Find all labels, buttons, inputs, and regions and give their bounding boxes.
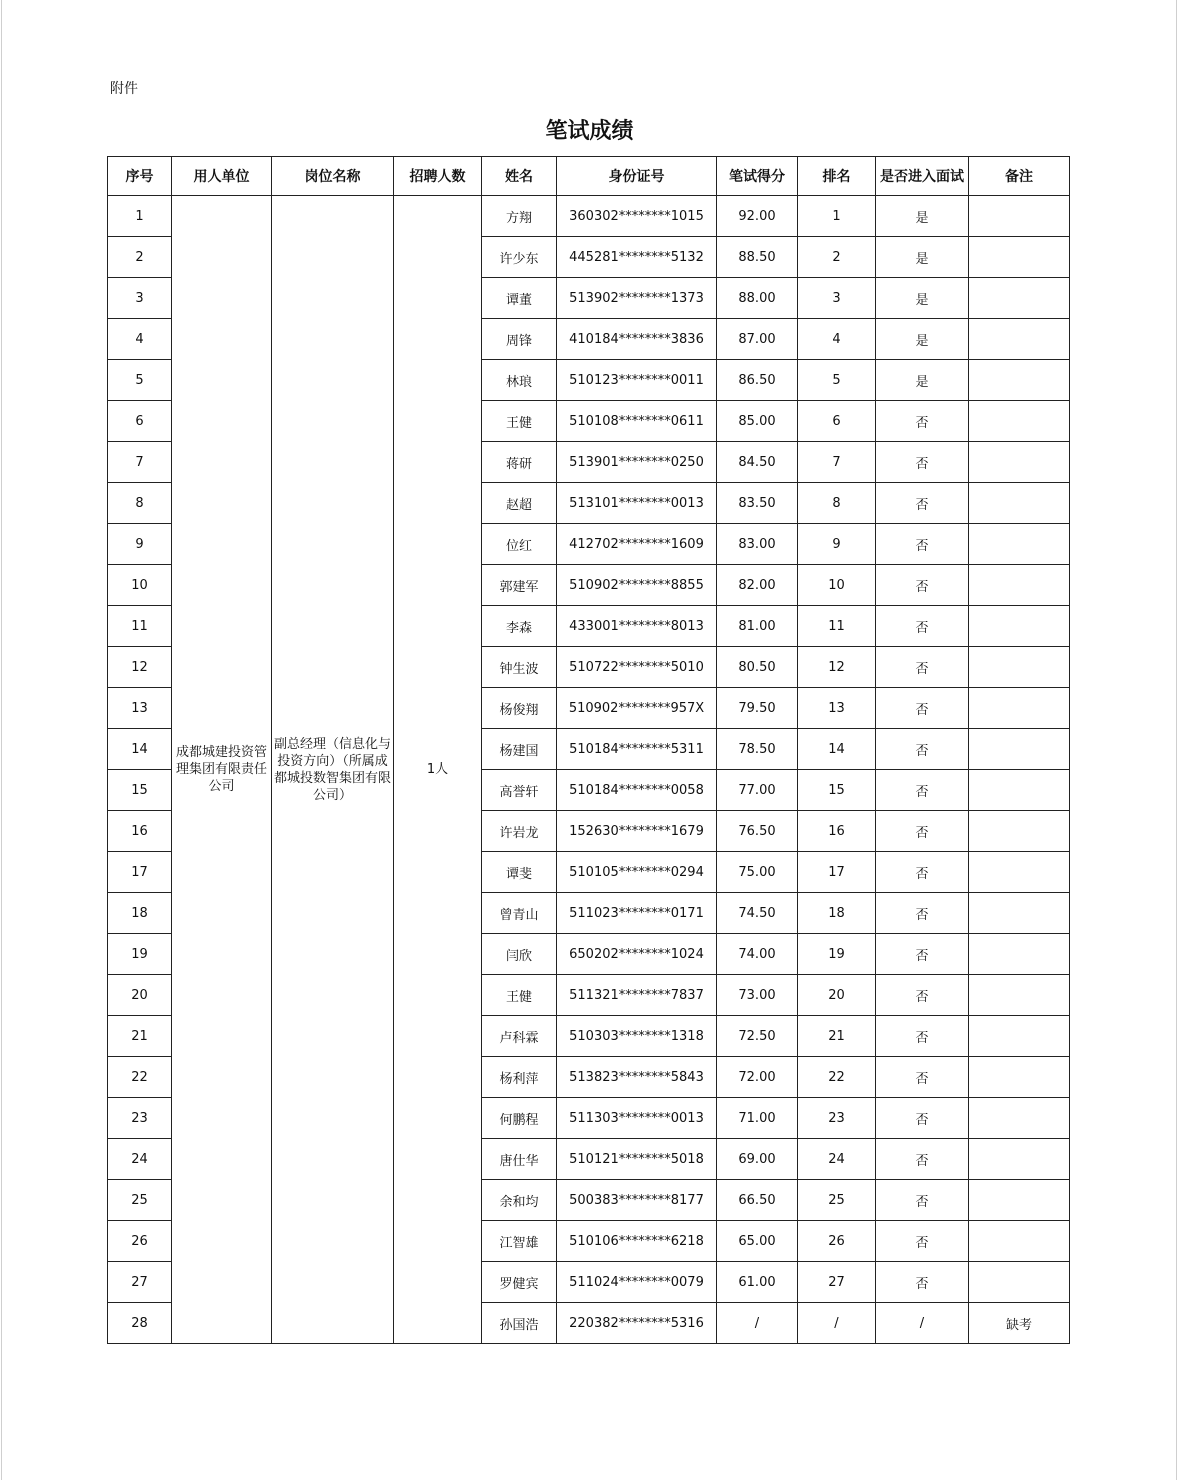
cell-no: 10 [108, 565, 172, 606]
cell-note [969, 893, 1070, 934]
page-title: 笔试成绩 [545, 118, 634, 144]
header-employer: 用人单位 [172, 157, 272, 196]
cell-note [969, 1139, 1070, 1180]
cell-score: 72.00 [717, 1057, 798, 1098]
cell-rank: 25 [798, 1180, 876, 1221]
cell-rank: 13 [798, 688, 876, 729]
cell-rank: 18 [798, 893, 876, 934]
cell-id: 412702********1609 [557, 524, 717, 565]
table-header-row [108, 157, 1070, 196]
cell-interview: 否 [876, 524, 969, 565]
cell-id: 152630********1679 [557, 811, 717, 852]
table-row [108, 196, 1070, 237]
cell-note [969, 975, 1070, 1016]
cell-interview: 是 [876, 237, 969, 278]
cell-score: 81.00 [717, 606, 798, 647]
cell-interview: 否 [876, 975, 969, 1016]
cell-score: 84.50 [717, 442, 798, 483]
cell-no: 9 [108, 524, 172, 565]
cell-no: 4 [108, 319, 172, 360]
cell-note [969, 688, 1070, 729]
cell-name: 唐仕华 [482, 1139, 557, 1180]
cell-note [969, 524, 1070, 565]
cell-score: 78.50 [717, 729, 798, 770]
cell-rank: 12 [798, 647, 876, 688]
cell-interview: 是 [876, 196, 969, 237]
cell-rank: 17 [798, 852, 876, 893]
cell-rank: 9 [798, 524, 876, 565]
cell-interview: 否 [876, 934, 969, 975]
cell-interview: 否 [876, 1139, 969, 1180]
cell-name: 罗健宾 [482, 1262, 557, 1303]
cell-id: 510121********5018 [557, 1139, 717, 1180]
cell-interview: 否 [876, 1221, 969, 1262]
cell-rank: 26 [798, 1221, 876, 1262]
cell-score: 74.50 [717, 893, 798, 934]
cell-no: 23 [108, 1098, 172, 1139]
cell-no: 11 [108, 606, 172, 647]
cell-name: 孙国浩 [482, 1303, 557, 1344]
cell-score: 79.50 [717, 688, 798, 729]
cell-name: 高誉轩 [482, 770, 557, 811]
cell-rank: 8 [798, 483, 876, 524]
cell-id: 510123********0011 [557, 360, 717, 401]
cell-interview: 否 [876, 1180, 969, 1221]
cell-name: 卢科霖 [482, 1016, 557, 1057]
cell-id: 220382********5316 [557, 1303, 717, 1344]
cell-note [969, 729, 1070, 770]
header-rank: 排名 [798, 157, 876, 196]
header-note: 备注 [969, 157, 1070, 196]
cell-note [969, 401, 1070, 442]
cell-no: 6 [108, 401, 172, 442]
cell-name: 方翔 [482, 196, 557, 237]
cell-name: 位红 [482, 524, 557, 565]
cell-interview: 否 [876, 729, 969, 770]
cell-no: 21 [108, 1016, 172, 1057]
cell-score: 75.00 [717, 852, 798, 893]
cell-score: 88.00 [717, 278, 798, 319]
cell-note [969, 565, 1070, 606]
attachment-label: 附件 [110, 81, 138, 97]
cell-note: 缺考 [969, 1303, 1070, 1344]
cell-name: 何鹏程 [482, 1098, 557, 1139]
cell-note [969, 360, 1070, 401]
cell-interview: 否 [876, 483, 969, 524]
cell-note [969, 1016, 1070, 1057]
cell-id: 511321********7837 [557, 975, 717, 1016]
cell-rank: 10 [798, 565, 876, 606]
cell-no: 7 [108, 442, 172, 483]
cell-note [969, 278, 1070, 319]
cell-rank: 4 [798, 319, 876, 360]
cell-interview: 是 [876, 278, 969, 319]
cell-score: 82.00 [717, 565, 798, 606]
cell-id: 510722********5010 [557, 647, 717, 688]
cell-note [969, 606, 1070, 647]
cell-interview: 否 [876, 770, 969, 811]
cell-note [969, 319, 1070, 360]
cell-no: 3 [108, 278, 172, 319]
cell-score: 74.00 [717, 934, 798, 975]
cell-name: 赵超 [482, 483, 557, 524]
cell-name: 闫欣 [482, 934, 557, 975]
cell-headcount: 1人 [394, 196, 482, 1344]
cell-note [969, 934, 1070, 975]
cell-score: 88.50 [717, 237, 798, 278]
cell-rank: 24 [798, 1139, 876, 1180]
cell-interview: 否 [876, 893, 969, 934]
cell-no: 14 [108, 729, 172, 770]
cell-rank: 19 [798, 934, 876, 975]
cell-note [969, 196, 1070, 237]
cell-no: 2 [108, 237, 172, 278]
cell-no: 17 [108, 852, 172, 893]
cell-no: 5 [108, 360, 172, 401]
cell-name: 杨建国 [482, 729, 557, 770]
cell-id: 510184********0058 [557, 770, 717, 811]
cell-rank: 2 [798, 237, 876, 278]
cell-score: 83.50 [717, 483, 798, 524]
cell-name: 许岩龙 [482, 811, 557, 852]
cell-note [969, 1098, 1070, 1139]
cell-name: 王健 [482, 975, 557, 1016]
header-no: 序号 [108, 157, 172, 196]
cell-note [969, 1221, 1070, 1262]
cell-interview: 否 [876, 565, 969, 606]
cell-id: 511303********0013 [557, 1098, 717, 1139]
cell-name: 谭董 [482, 278, 557, 319]
cell-no: 25 [108, 1180, 172, 1221]
header-interview: 是否进入面试 [876, 157, 969, 196]
cell-note [969, 647, 1070, 688]
cell-id: 360302********1015 [557, 196, 717, 237]
header-id: 身份证号 [557, 157, 717, 196]
cell-rank: 27 [798, 1262, 876, 1303]
cell-score: 66.50 [717, 1180, 798, 1221]
header-position: 岗位名称 [272, 157, 394, 196]
cell-score: 87.00 [717, 319, 798, 360]
cell-note [969, 1262, 1070, 1303]
cell-score: 71.00 [717, 1098, 798, 1139]
cell-id: 513101********0013 [557, 483, 717, 524]
cell-name: 蒋研 [482, 442, 557, 483]
cell-score: 61.00 [717, 1262, 798, 1303]
scores-table [107, 156, 1070, 1344]
cell-note [969, 483, 1070, 524]
cell-name: 杨俊翔 [482, 688, 557, 729]
cell-interview: 是 [876, 319, 969, 360]
cell-name: 杨利萍 [482, 1057, 557, 1098]
cell-name: 林琅 [482, 360, 557, 401]
cell-id: 511024********0079 [557, 1262, 717, 1303]
cell-interview: 否 [876, 1016, 969, 1057]
cell-rank: 20 [798, 975, 876, 1016]
cell-score: 92.00 [717, 196, 798, 237]
cell-no: 13 [108, 688, 172, 729]
cell-score: 73.00 [717, 975, 798, 1016]
cell-interview: 否 [876, 442, 969, 483]
cell-id: 500383********8177 [557, 1180, 717, 1221]
cell-name: 李森 [482, 606, 557, 647]
cell-no: 27 [108, 1262, 172, 1303]
table-body [108, 196, 1070, 1344]
cell-id: 445281********5132 [557, 237, 717, 278]
cell-score: 80.50 [717, 647, 798, 688]
cell-no: 8 [108, 483, 172, 524]
cell-rank: 23 [798, 1098, 876, 1139]
cell-rank: 16 [798, 811, 876, 852]
cell-note [969, 852, 1070, 893]
cell-no: 24 [108, 1139, 172, 1180]
cell-rank: 14 [798, 729, 876, 770]
cell-name: 江智雄 [482, 1221, 557, 1262]
cell-no: 20 [108, 975, 172, 1016]
cell-note [969, 442, 1070, 483]
cell-name: 许少东 [482, 237, 557, 278]
cell-name: 钟生波 [482, 647, 557, 688]
cell-id: 510902********957X [557, 688, 717, 729]
cell-no: 1 [108, 196, 172, 237]
cell-employer: 成都城建投资管理集团有限责任公司 [172, 196, 272, 1344]
cell-id: 510902********8855 [557, 565, 717, 606]
cell-id: 410184********3836 [557, 319, 717, 360]
cell-interview: 否 [876, 1098, 969, 1139]
cell-score: 72.50 [717, 1016, 798, 1057]
header-name: 姓名 [482, 157, 557, 196]
cell-interview: 是 [876, 360, 969, 401]
cell-no: 22 [108, 1057, 172, 1098]
cell-position: 副总经理（信息化与投资方向）（所属成都城投数智集团有限公司） [272, 196, 394, 1344]
cell-name: 余和均 [482, 1180, 557, 1221]
cell-rank: 15 [798, 770, 876, 811]
cell-no: 19 [108, 934, 172, 975]
cell-score: 85.00 [717, 401, 798, 442]
cell-id: 433001********8013 [557, 606, 717, 647]
cell-interview: 否 [876, 647, 969, 688]
cell-no: 26 [108, 1221, 172, 1262]
cell-name: 谭斐 [482, 852, 557, 893]
cell-score: 65.00 [717, 1221, 798, 1262]
cell-note [969, 1057, 1070, 1098]
cell-score: 77.00 [717, 770, 798, 811]
cell-id: 510108********0611 [557, 401, 717, 442]
cell-id: 510105********0294 [557, 852, 717, 893]
cell-id: 513901********0250 [557, 442, 717, 483]
cell-name: 曾青山 [482, 893, 557, 934]
cell-interview: 否 [876, 606, 969, 647]
cell-score: 86.50 [717, 360, 798, 401]
cell-score: 83.00 [717, 524, 798, 565]
cell-rank: 3 [798, 278, 876, 319]
cell-id: 510106********6218 [557, 1221, 717, 1262]
cell-id: 511023********0171 [557, 893, 717, 934]
cell-rank: 5 [798, 360, 876, 401]
cell-rank: 11 [798, 606, 876, 647]
cell-score: 69.00 [717, 1139, 798, 1180]
cell-interview: 否 [876, 1262, 969, 1303]
cell-rank: 21 [798, 1016, 876, 1057]
cell-note [969, 237, 1070, 278]
cell-name: 王健 [482, 401, 557, 442]
cell-rank: 7 [798, 442, 876, 483]
cell-score: / [717, 1303, 798, 1344]
cell-note [969, 1180, 1070, 1221]
cell-rank: 1 [798, 196, 876, 237]
cell-rank: 6 [798, 401, 876, 442]
cell-id: 513823********5843 [557, 1057, 717, 1098]
cell-interview: / [876, 1303, 969, 1344]
cell-note [969, 811, 1070, 852]
cell-no: 18 [108, 893, 172, 934]
cell-id: 513902********1373 [557, 278, 717, 319]
cell-score: 76.50 [717, 811, 798, 852]
cell-note [969, 770, 1070, 811]
cell-interview: 否 [876, 811, 969, 852]
cell-name: 郭建军 [482, 565, 557, 606]
cell-interview: 否 [876, 401, 969, 442]
cell-no: 15 [108, 770, 172, 811]
cell-id: 510303********1318 [557, 1016, 717, 1057]
cell-no: 28 [108, 1303, 172, 1344]
cell-rank: 22 [798, 1057, 876, 1098]
cell-interview: 否 [876, 688, 969, 729]
header-headcount: 招聘人数 [394, 157, 482, 196]
cell-no: 12 [108, 647, 172, 688]
cell-no: 16 [108, 811, 172, 852]
cell-interview: 否 [876, 852, 969, 893]
cell-rank: / [798, 1303, 876, 1344]
cell-id: 650202********1024 [557, 934, 717, 975]
cell-name: 周锋 [482, 319, 557, 360]
header-score: 笔试得分 [717, 157, 798, 196]
cell-interview: 否 [876, 1057, 969, 1098]
cell-id: 510184********5311 [557, 729, 717, 770]
